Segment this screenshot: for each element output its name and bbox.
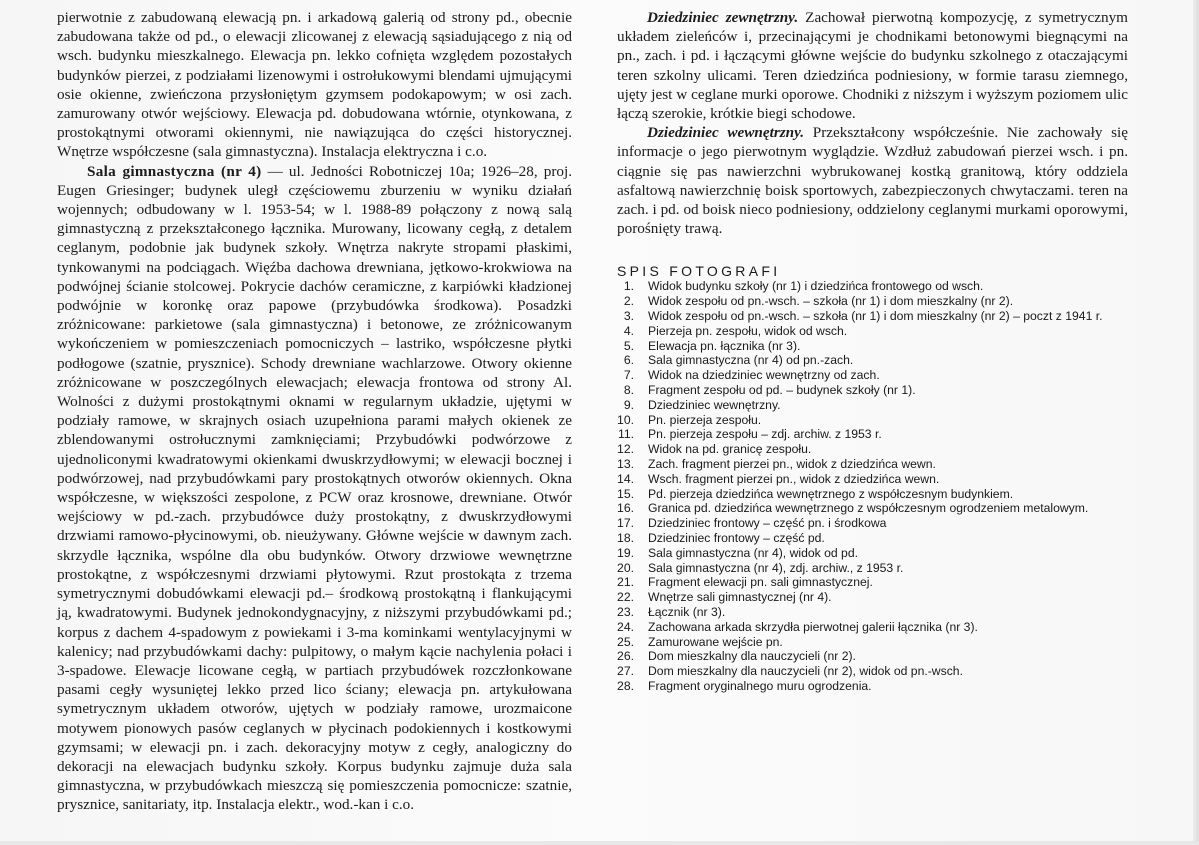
outer-courtyard-description: Zachował pierwotną kompozycję, z symetrycznym układem zieleńców i, przecinającymi je chodnikami betonowymi biegnącymi na pn., zach. i pd. i łączącymi główne wejście do budynku szkolnego z otaczającymi teren szkolny ulicami. Teren dziedzińca podniesiony, w formie tarasu ziemnego, ujęty jest w ceglane murki oporowe. Chodniki z niższym i wyższym poziomem ulic łączą szerokie, krótkie biegi schodowe. [617,9,1128,123]
photo-list-number: 4. [623,323,634,338]
photo-list-item [617,413,1128,428]
photo-list-number: 15. [617,486,634,501]
photo-list-item [617,309,1128,324]
photo-list-text: Fragment elewacji pn. sali gimnastycznej. [648,575,873,590]
photo-list-number: 17. [617,516,634,531]
photo-list-item [617,546,1128,561]
photo-list-item [617,353,1128,368]
photo-list-text: Pierzeja pn. zespołu, widok od wsch. [648,323,848,338]
photo-list-text: Zamurowane wejście pn. [648,634,783,649]
photo-list-item [617,294,1128,309]
photo-list-item [617,501,1128,516]
photo-list-number: 25. [617,634,634,649]
photo-list-number: 9. [623,397,634,412]
photo-list-number: 21. [617,575,634,590]
photo-list-text: Wnętrze sali gimnastycznej (nr 4). [648,590,832,605]
photo-list-number: 12. [617,442,634,457]
gym-hall-description: — ul. Jedności Robotniczej 10a; 1926–28, proj. Eugen Griesinger; budynek uległ częściowemu zburzeniu w wyniku działań wojennych; odbudowany w l. 1953-54; w l. 1988-89 połączony z nową salą gimnastyczną z przekształconego łącznika. Murowany, licowany cegłą, z detalem ceglanym, podobnie jak budynek szkoły. Wnętrza nakryte stropami płaskimi, tynkowanymi na podciągach. Więźba dachowa drewniana, jętkowo-krokwiowa na podwójnej ścianie stolcowej. Pokrycie dachów ceramiczne, z karpiówki kładzionej podwójnie w koronkę oraz papowe (przybudówka środkowa). Posadzki zróżnicowane: parkietowe (sala gimnastyczna) i betonowe, ze zróżnicowanym wykończeniem w pomieszczeniach pomocniczych – lastriko, współczesne płytki podłogowe (szatnie, prysznice). Schody drewniane wachlarzowe. Otwory okienne zróżnicowane w poszczególnych elewacjach; elewacja frontowa od strony Al. Wolności z dużymi prostokątnymi oknami w regularnym układzie, ujętymi w podziały ramowe, w skrajnych osiach uzupełniona parami małych okienek ze zblendowanymi ostrołucznymi zamknięciami; Przybudówki podwórzowe z ujednoliconymi kwadratowymi okienkami dwuskrzydłowymi; w elewacji bocznej i podwórzowej, nad przybudówkami pary prostokątnych otworów okiennych. Okna współczesne, w większości zespolone, z PCW oraz krosnowe, drewniane. Otwór wejściowy w pd.-zach. przybudówce duży prostokątny, z dwuskrzydłowymi drzwiami ramowo-płycinowymi, ob. nieużywany. Główne wejście w dawnym zach. skrzydle łącznika, wspólne dla obu budynków. Otwory drzwiowe wewnętrzne prostokątne, z współczesnymi drzwiami płytowymi. Rzut prostokąta z trzema symetrycznymi dobudówkami elewacji pd.– środkową prostokątną i flankującymi ją, kwadratowymi. Budynek jednokondygnacyjny, z niższymi przybudówkami pd.; korpus z dachem 4-spadowym z powiekami i 3-ma kominkami wentylacyjnymi w kalenicy; nad przybudówkami dachy: pulpitowy, o małym kącie nachylenia połaci i 3-spadowe. Elewacje licowane cegłą, w partiach przybudówek rozczłonkowane pasami cegły wysuniętej lekko przed lico ściany; elewacja pn. artykułowana symetrycznym układem otworów, ujętych w podziały ramowe, urozmaicone motywem pionowych pasów ceglanych w płycinach podokiennych i kostkowymi gzymsami; w elewacji pn. i zach. dekoracyjny motyw z cegły, analogiczny do dekoracji na elewacjach budynku szkoły. Korpus budynku zajmuje duża sala gimnastyczna, w przybudówkach mieszczą się pomieszczenia pomocnicze: szatnie, prysznice, sanitariaty, itp. Instalacja elektr., wod.-kan i c.o. [57,162,572,814]
photo-list-number: 7. [623,368,634,383]
photo-list-number: 20. [617,560,634,575]
paragraph-outer-courtyard [617,8,1128,123]
photo-list-text: Dziedziniec wewnętrzny. [648,397,781,412]
photo-list [617,279,1128,693]
photo-list-text: Dziedziniec frontowy – część pn. i środkowa [648,516,887,531]
photo-list-item [617,368,1128,383]
photo-list-item [617,664,1128,679]
photo-list-item [617,383,1128,398]
photo-list-number: 28. [617,678,634,693]
photo-list-number: 5. [623,338,634,353]
photo-list-text: Łącznik (nr 3). [648,604,726,619]
photo-list-text: Widok na dziedziniec wewnętrzny od zach. [648,368,880,383]
photo-list-number: 19. [617,545,634,560]
photo-list-item [617,427,1128,442]
photo-list-item [617,590,1128,605]
photo-list-text: Dom mieszkalny dla nauczycieli (nr 2). [648,649,856,664]
photo-list-item [617,679,1128,694]
photo-list-text: Granica pd. dziedzińca wewnętrznego z współczesnym ogrodzeniem metalowym. [648,501,1089,516]
photo-list-item [617,516,1128,531]
photo-list-text: Widok na pd. granicę zespołu. [648,442,812,457]
photo-list-item [617,457,1128,472]
photo-list-text: Pn. pierzeja zespołu – zdj. archiw. z 1953 r. [648,427,882,442]
photo-list-number: 1. [623,279,634,294]
photo-list-item [617,324,1128,339]
photo-list-text: Pd. pierzeja dziedzińca wewnętrznego z współczesnym budynkiem. [648,486,1014,501]
photo-list-text: Zach. fragment pierzei pn., widok z dziedzińca wewn. [648,457,936,471]
inner-courtyard-heading: Dziedziniec wewnętrzny. [647,124,805,142]
photo-list-text: Fragment zespołu od pd. – budynek szkoły (nr 1). [648,383,916,398]
right-column [617,8,1128,694]
outer-courtyard-heading: Dziedziniec zewnętrzny. [647,9,799,26]
photo-list-item [617,279,1128,294]
photo-list-item [617,531,1128,546]
photo-list-number: 13. [617,457,634,471]
photo-list-item [617,575,1128,590]
paragraph-gym-hall [57,162,572,815]
photo-list-number: 14. [617,471,634,486]
photo-list-text: Sala gimnastyczna (nr 4), zdj. archiw., z 1953 r. [648,560,904,575]
photo-list-item [617,339,1128,354]
photo-list-number: 22. [617,590,634,605]
photo-list-item [617,620,1128,635]
photo-list-item [617,487,1128,502]
photo-list-text: Wsch. fragment pierzei pn., widok z dziedzińca wewn. [648,471,940,486]
photo-list-number: 10. [617,412,634,427]
scan-bottom-edge [0,841,1199,845]
gym-hall-heading: Sala gimnastyczna (nr 4) [87,162,262,180]
photo-list-text: Sala gimnastyczna (nr 4) od pn.-zach. [648,353,854,368]
left-column [57,8,572,815]
photo-list-number: 23. [617,604,634,619]
photo-list-text: Dziedziniec frontowy – część pd. [648,530,825,545]
photo-list-number: 6. [623,353,634,368]
photo-list-text: Widok zespołu od pn.-wsch. – szkoła (nr 1) i dom mieszkalny (nr 2) – poczt z 1941 r. [648,309,1103,324]
photo-list-number: 11. [617,427,634,442]
paragraph-building-wing: pierwotnie z zabudowaną elewacją pn. i arkadową galerią od strony pd., obecnie zabudowana także od pd., o elewacji zlicowanej z elewacją sąsiadującego z nią od wsch. budynku mieszkalnego. Elewacja pn. lekko cofnięta względem pozostałych budynków pierzei, z podziałami lizenowymi i ostrołukowymi blendami ujmującymi osie okienne, zwieńczona przysłoniętym gzymsem podokapowym; w osi zach. zamurowany otwór wejściowy. Elewacja pd. dobudowana wtórnie, otynkowana, z prostokątnymi otworami okiennymi, nie nawiązująca do części historycznej. Wnętrze współczesne (sala gimnastyczna). Instalacja elektryczna i c.o. [57,9,572,161]
photo-list-number: 8. [623,383,634,398]
photo-list-number: 27. [617,664,634,679]
photo-list-text: Fragment oryginalnego muru ogrodzenia. [648,678,872,693]
photo-list-number: 2. [623,294,634,309]
photo-list-number: 26. [617,649,634,664]
photo-list-number: 3. [623,309,634,324]
photo-list-item [617,561,1128,576]
scan-edge [1193,0,1199,845]
photo-list-item [617,605,1128,620]
photo-list-number: 18. [617,530,634,545]
photo-list-number: 24. [617,619,634,634]
inner-courtyard-description: Przekształcony współcześnie. Nie zachowały się informacje o jego pierwotnym wyglądzie. Wzdłuż zabudowań pierzei wsch. i pn. ciągnie się pas nawierzchni wybrukowanej kostką granitową, który oddziela asfaltową nawierzchnię boisk sportowych, zabezpieczonych chwytaczami. teren na zach. i pd. od boisk nieco podniesiony, oddzielony ceglanymi murkami oporowymi, porośnięty trawą. [617,124,1128,238]
paragraph-inner-courtyard [617,123,1128,238]
photo-list-text: Zachowana arkada skrzydła pierwotnej galerii łącznika (nr 3). [648,619,978,634]
photo-list-item [617,472,1128,487]
photo-list-text: Widok budynku szkoły (nr 1) i dziedzińca frontowego od wsch. [648,279,984,294]
photo-list-text: Widok zespołu od pn.-wsch. – szkoła (nr 1) i dom mieszkalny (nr 2). [648,294,1014,309]
photo-list-text: Dom mieszkalny dla nauczycieli (nr 2), widok od pn.-wsch. [648,664,963,679]
photo-list-item [617,398,1128,413]
photo-list-title: SPIS FOTOGRAFI [617,263,781,280]
photo-list-text: Sala gimnastyczna (nr 4), widok od pd. [648,545,858,560]
photo-list-item [617,635,1128,650]
photo-list-number: 16. [617,501,634,516]
photo-list-text: Elewacja pn. łącznika (nr 3). [648,338,801,353]
photo-list-item [617,649,1128,664]
photo-list-text: Pn. pierzeja zespołu. [648,412,762,427]
photo-list-item [617,442,1128,457]
